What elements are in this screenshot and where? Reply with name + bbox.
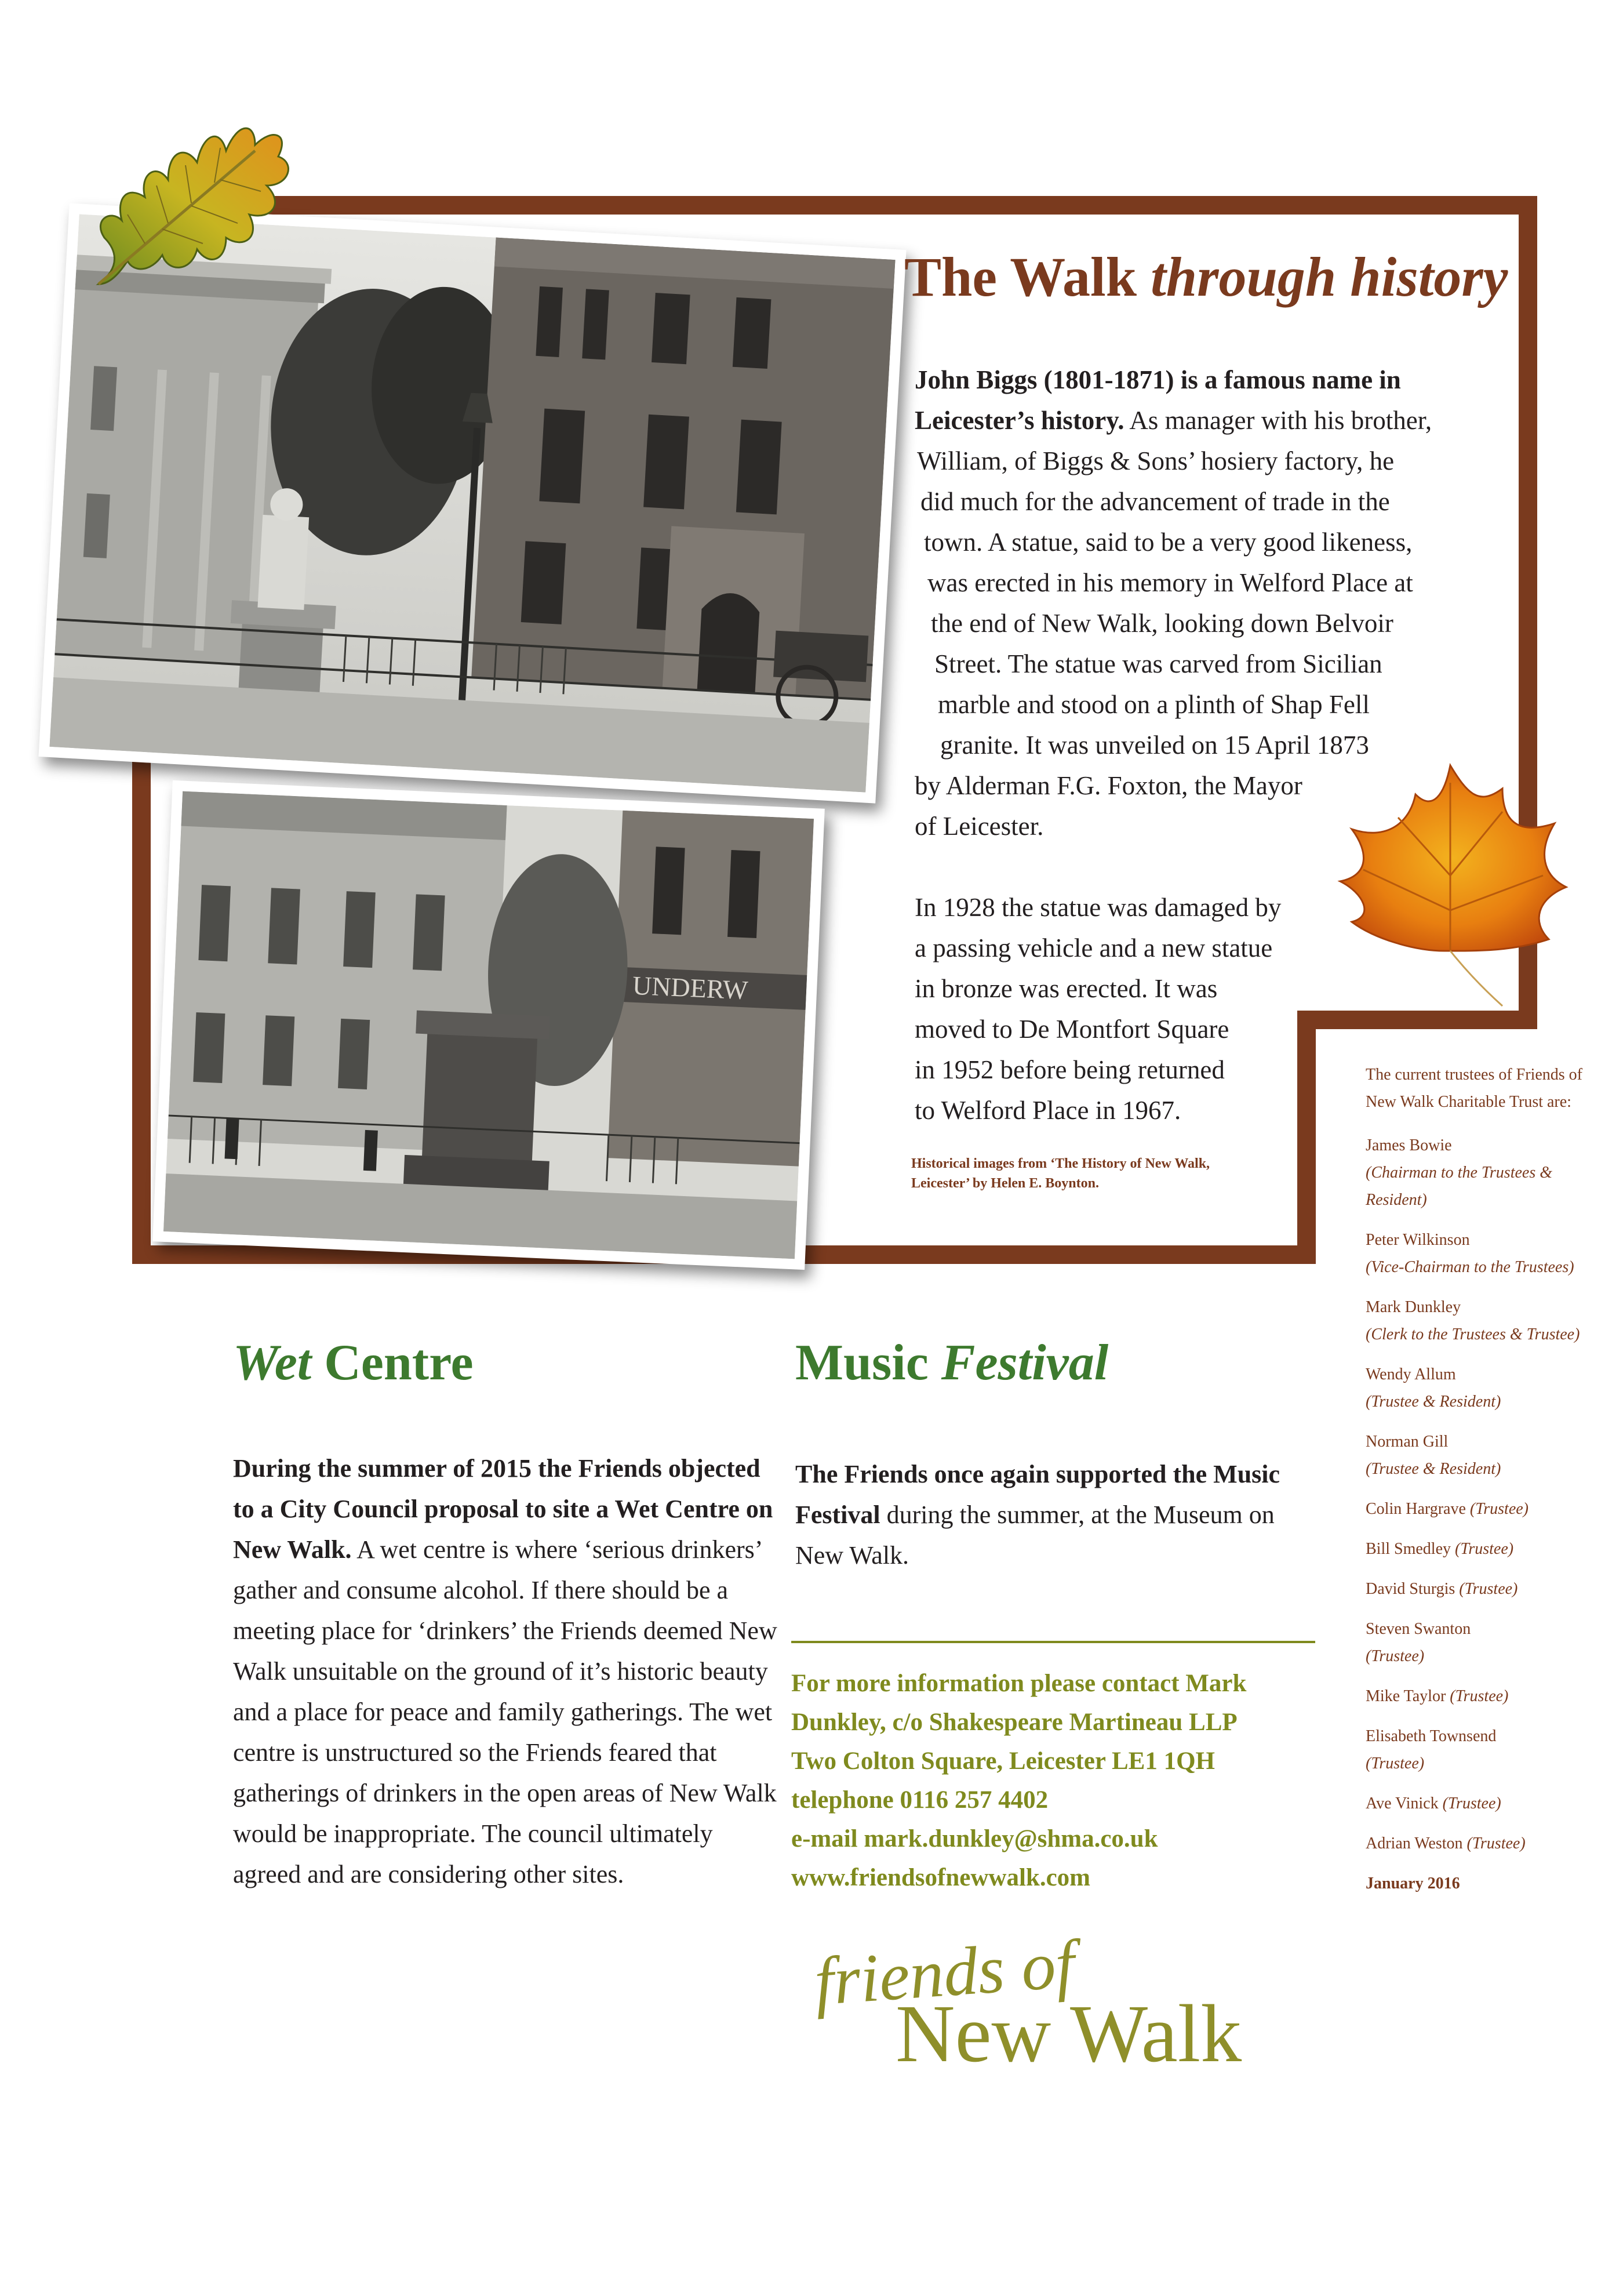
history-line-text: town. A statue, said to be a very good likeness, xyxy=(924,528,1413,557)
wet-centre-title-italic: Wet xyxy=(233,1335,312,1391)
history-line-text: Street. The statue was carved from Sicilian xyxy=(934,649,1382,678)
caption-line: Historical images from ‘The History of New Walk, xyxy=(911,1156,1210,1171)
history-line xyxy=(915,359,1401,400)
history-line xyxy=(940,725,1369,765)
history-title-main: The Walk xyxy=(904,246,1151,308)
history-line-text: As manager with his brother, xyxy=(1124,406,1432,435)
trustee-name: Wendy Allum xyxy=(1366,1365,1456,1383)
trustee-role: (Vice-Chairman to the Trustees) xyxy=(1366,1258,1574,1276)
trustee-entry xyxy=(1366,1790,1597,1817)
trustee-name: Peter Wilkinson xyxy=(1366,1231,1470,1249)
contact-email[interactable]: e-mail mark.dunkley@shma.co.uk xyxy=(791,1825,1158,1852)
trustee-entry xyxy=(1366,1361,1597,1415)
trustee-entry xyxy=(1366,1683,1597,1710)
history-line xyxy=(924,522,1412,562)
history-line-text: the end of New Walk, looking down Belvoir xyxy=(931,609,1393,638)
contact-phone: telephone 0116 257 4402 xyxy=(791,1786,1049,1814)
history-line xyxy=(915,806,1043,847)
trustee-name: Colin Hargrave xyxy=(1366,1500,1466,1518)
trustee-name: Adrian Weston xyxy=(1366,1834,1463,1852)
music-festival-title-italic: Festival xyxy=(941,1335,1109,1391)
history-title xyxy=(904,245,1508,309)
trustee-entry xyxy=(1366,1830,1597,1857)
trustee-entry xyxy=(1366,1615,1597,1670)
music-festival-body: during the summer, at the Museum on New Walk. xyxy=(795,1501,1275,1570)
wet-centre-title-main: Centre xyxy=(311,1335,474,1391)
trustees-date: January 2016 xyxy=(1366,1874,1460,1892)
trustee-role: (Chairman to the Trustees & Resident) xyxy=(1366,1164,1553,1209)
trustees-intro: The current trustees of Friends of New Walk Charitable Trust are: xyxy=(1366,1066,1582,1111)
contact-line: Dunkley, c/o Shakespeare Martineau LLP xyxy=(791,1709,1238,1736)
trustee-entry xyxy=(1366,1575,1597,1603)
contact-website[interactable]: www.friendsofnewwalk.com xyxy=(791,1864,1090,1891)
trustee-role: (Trustee) xyxy=(1366,1754,1425,1772)
historic-photo-plinth xyxy=(152,780,825,1270)
photo-caption xyxy=(911,1154,1210,1193)
history-line-bold: Leicester’s history. xyxy=(915,406,1125,435)
contact-block xyxy=(791,1664,1324,1897)
trustee-role: (Trustee & Resident) xyxy=(1366,1460,1501,1478)
history-line xyxy=(931,603,1393,644)
contact-line: Two Colton Square, Leicester LE1 1QH xyxy=(791,1748,1215,1775)
history-line-text: marble and stood on a plinth of Shap Fell xyxy=(938,690,1370,719)
frame-top-border xyxy=(151,196,1537,215)
history-line-text: did much for the advancement of trade in the xyxy=(920,487,1390,516)
logo-script: friends of xyxy=(812,1926,1078,2020)
history-line-text: William, of Biggs & Sons’ hosiery factory, he xyxy=(917,446,1395,475)
history-line-text: to Welford Place in 1967. xyxy=(915,1096,1181,1125)
trustee-entry xyxy=(1366,1132,1597,1214)
history-line-text: by Alderman F.G. Foxton, the Mayor xyxy=(915,771,1302,800)
trustee-role: (Trustee) xyxy=(1455,1540,1514,1558)
history-line xyxy=(934,644,1382,684)
trustee-name: James Bowie xyxy=(1366,1136,1452,1154)
caption-line: Leicester’ by Helen E. Boynton. xyxy=(911,1176,1099,1191)
trustee-role: (Clerk to the Trustees & Trustee) xyxy=(1366,1325,1580,1343)
trustee-role: (Trustee) xyxy=(1466,1834,1526,1852)
trustee-entry xyxy=(1366,1428,1597,1483)
music-festival-text xyxy=(795,1454,1294,1576)
history-line-text: in 1952 before being returned xyxy=(915,1055,1225,1084)
contact-line: For more information please contact Mark xyxy=(791,1670,1247,1697)
music-festival-title xyxy=(795,1334,1108,1392)
trustee-role: (Trustee) xyxy=(1469,1500,1529,1518)
history-line xyxy=(915,968,1217,1009)
trustee-name: Steven Swanton xyxy=(1366,1620,1471,1638)
trustee-entry xyxy=(1366,1226,1597,1281)
wet-centre-intro: During the summer of 2015 the Friends objected to a City Council proposal to site a Wet Centre on New Walk. xyxy=(233,1454,773,1564)
wet-centre-text xyxy=(233,1448,778,1895)
trustee-role: (Trustee) xyxy=(1450,1687,1509,1705)
history-line xyxy=(915,1009,1229,1049)
history-line xyxy=(915,400,1432,441)
historic-photo-statue xyxy=(38,203,906,803)
music-festival-title-main: Music xyxy=(795,1335,941,1391)
history-line xyxy=(938,684,1370,725)
trustee-entry xyxy=(1366,1535,1597,1563)
oak-leaf-icon xyxy=(81,75,301,290)
wet-centre-title xyxy=(233,1334,474,1392)
history-line xyxy=(915,765,1302,806)
trustee-entry xyxy=(1366,1495,1597,1523)
history-line xyxy=(917,441,1394,481)
history-line-text: granite. It was unveiled on 15 April 1873 xyxy=(940,731,1369,760)
trustee-role: (Trustee) xyxy=(1459,1580,1518,1598)
history-line xyxy=(920,481,1390,522)
history-line-text: in bronze was erected. It was xyxy=(915,974,1218,1003)
wet-centre-body: A wet centre is where ‘serious drinkers’ gather and consume alcohol. If there should be a meeting place for ‘drinkers’ the Friends deemed New Walk unsuitable on the ground of it’s historic beauty and a place for peace and family gatherings. The wet centre is unstructured so the Friends feared that gatherings of drinkers in the open areas of New Walk would be inappropriate. The council ultimately agreed and are considering other sites. xyxy=(233,1535,777,1888)
trustee-entry xyxy=(1366,1294,1597,1348)
history-line-text: In 1928 the statue was damaged by xyxy=(915,893,1282,922)
trustee-name: Ave Vinick xyxy=(1366,1794,1439,1812)
history-line xyxy=(915,928,1272,968)
trustee-name: Bill Smedley xyxy=(1366,1540,1451,1558)
logo-name: New Walk xyxy=(896,1988,1242,2079)
music-festival-intro: The Friends once again supported the Music Festival xyxy=(795,1460,1280,1529)
frame-step-horizontal xyxy=(1297,1011,1537,1029)
frame-step-vertical xyxy=(1297,1011,1316,1264)
trustee-name: Elisabeth Townsend xyxy=(1366,1727,1497,1745)
history-line-text: of Leicester. xyxy=(915,812,1044,841)
history-line xyxy=(915,887,1281,928)
history-line xyxy=(927,562,1413,603)
trustee-name: Norman Gill xyxy=(1366,1433,1449,1451)
trustee-role: (Trustee) xyxy=(1442,1794,1501,1812)
trustee-entry xyxy=(1366,1723,1597,1777)
contact-divider xyxy=(791,1641,1315,1643)
history-line xyxy=(915,1090,1181,1131)
history-line-bold: John Biggs (1801-1871) is a famous name in xyxy=(915,365,1401,394)
trustee-role: (Trustee) xyxy=(1366,1647,1425,1665)
trustees-sidebar xyxy=(1366,1061,1597,1897)
history-title-italic: through history xyxy=(1151,246,1508,308)
trustee-role: (Trustee & Resident) xyxy=(1366,1393,1501,1411)
maple-leaf-icon xyxy=(1329,760,1572,1009)
history-line-text: was erected in his memory in Welford Place at xyxy=(927,568,1413,597)
trustee-name: Mike Taylor xyxy=(1366,1687,1446,1705)
history-line-text: moved to De Montfort Square xyxy=(915,1015,1229,1044)
trustee-name: David Sturgis xyxy=(1366,1580,1455,1598)
trustee-name: Mark Dunkley xyxy=(1366,1298,1461,1316)
history-line xyxy=(915,1049,1225,1090)
underw-sign: UNDERW xyxy=(632,970,749,1005)
history-line-text: a passing vehicle and a new statue xyxy=(915,933,1273,962)
